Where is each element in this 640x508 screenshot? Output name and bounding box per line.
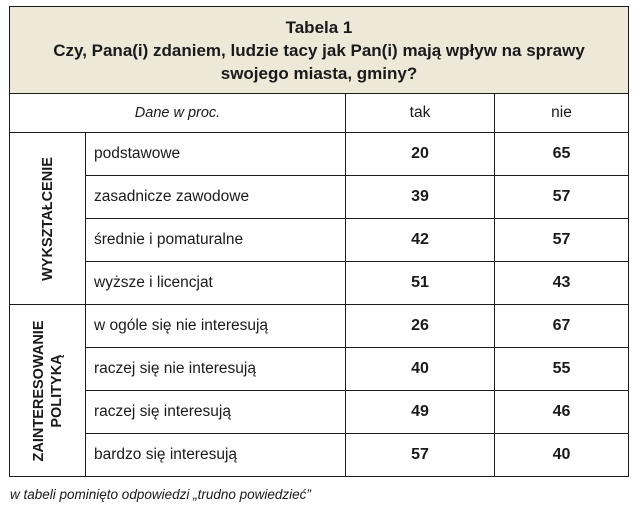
row-label: średnie i pomaturalne [86, 219, 346, 262]
row-label: podstawowe [86, 133, 346, 176]
header-row [10, 94, 629, 133]
value-nie: 46 [495, 391, 629, 434]
value-nie: 43 [495, 262, 629, 305]
table-row [10, 133, 629, 176]
value-nie: 40 [495, 434, 629, 477]
header-tak: tak [346, 94, 495, 133]
header-label: Dane w proc. [10, 94, 346, 133]
table-row [10, 348, 629, 391]
table-row [10, 434, 629, 477]
row-label: raczej się interesują [86, 391, 346, 434]
header-nie: nie [495, 94, 629, 133]
row-label: bardzo się interesują [86, 434, 346, 477]
value-tak: 20 [346, 133, 495, 176]
value-tak: 42 [346, 219, 495, 262]
value-nie: 67 [495, 305, 629, 348]
title-line-1: Tabela 1 [285, 17, 353, 37]
table-row [10, 176, 629, 219]
value-nie: 57 [495, 219, 629, 262]
value-nie: 55 [495, 348, 629, 391]
table-row [10, 262, 629, 305]
value-tak: 51 [346, 262, 495, 305]
value-tak: 39 [346, 176, 495, 219]
row-label: raczej się nie interesują [86, 348, 346, 391]
row-label: zasadnicze zawodowe [86, 176, 346, 219]
table-row [10, 305, 629, 348]
table-title [10, 7, 629, 94]
value-nie: 57 [495, 176, 629, 219]
title-line-3: swojego miasta, gminy? [220, 63, 418, 83]
group-label-politics-text [30, 320, 66, 461]
row-label: wyższe i licencjat [86, 262, 346, 305]
footnote: w tabeli pominięto odpowiedzi „trudno powiedzieć” [10, 487, 311, 502]
value-tak: 40 [346, 348, 495, 391]
row-label: w ogóle się nie interesują [86, 305, 346, 348]
group-label-politics-line-1: ZAINTERESOWANIE [30, 320, 47, 461]
survey-table [9, 6, 629, 477]
value-tak: 49 [346, 391, 495, 434]
table-row [10, 219, 629, 262]
group-label-politics [10, 305, 86, 477]
value-tak: 57 [346, 434, 495, 477]
group-label-education [10, 133, 86, 305]
value-nie: 65 [495, 133, 629, 176]
group-label-politics-line-2: POLITYKĄ [48, 353, 65, 428]
title-line-2: Czy, Pana(i) zdaniem, ludzie tacy jak Pan(i) mają wpływ na sprawy [53, 40, 585, 60]
table-row [10, 391, 629, 434]
value-tak: 26 [346, 305, 495, 348]
group-label-education-text: WYKSZTAŁCENIE [39, 156, 56, 281]
